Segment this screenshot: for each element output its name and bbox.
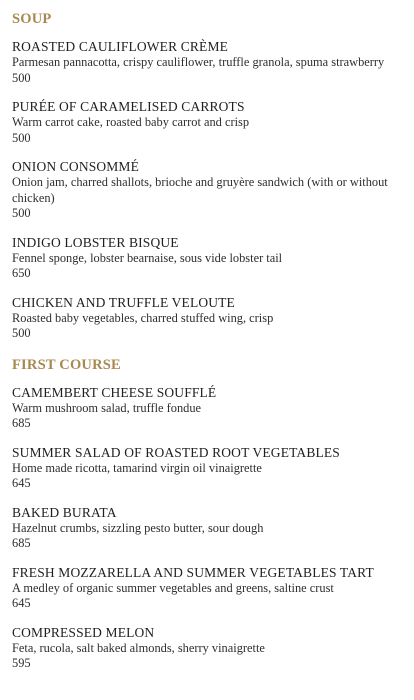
item-name: PURÉE OF CARAMELISED CARROTS — [12, 99, 245, 114]
item-name: BAKED BURATA — [12, 504, 117, 520]
menu-item — [12, 295, 408, 342]
item-name: COMPRESSED MELON — [12, 624, 155, 640]
item-price: 500 — [12, 326, 31, 340]
menu — [12, 10, 408, 685]
item-description: Roasted baby vegetables, charred stuffed wing, crisp — [12, 310, 274, 325]
item-description: Fennel sponge, lobster bearnaise, sous vide lobster tail — [12, 250, 283, 265]
item-price: 645 — [12, 596, 31, 610]
item-name: FRESH MOZZARELLA AND SUMMER VEGETABLES TART — [12, 564, 374, 580]
item-price: 500 — [12, 130, 31, 145]
item-name: CHICKEN AND TRUFFLE VELOUTE — [12, 294, 235, 310]
section-title: SOUP — [12, 11, 52, 27]
item-price: 685 — [12, 416, 31, 430]
item-price: 645 — [12, 476, 31, 490]
menu-item — [12, 159, 408, 222]
item-description: Home made ricotta, tamarind virgin oil vinaigrette — [12, 460, 262, 475]
menu-item — [12, 235, 408, 282]
item-description: Feta, rucola, salt baked almonds, sherry vinaigrette — [12, 640, 265, 655]
menu-item — [12, 565, 408, 612]
item-price: 685 — [12, 536, 31, 550]
item-description: Warm carrot cake, roasted baby carrot and crisp — [12, 115, 250, 129]
section-soup — [12, 10, 408, 342]
item-name: SUMMER SALAD OF ROASTED ROOT VEGETABLES — [12, 444, 340, 460]
item-price: 595 — [12, 656, 31, 670]
menu-item — [12, 625, 408, 672]
item-price: 500 — [12, 70, 31, 85]
item-price: 500 — [12, 206, 31, 220]
item-price: 650 — [12, 266, 31, 280]
item-description: Onion jam, charred shallots, brioche and gruyère sandwich (with or without chicken) — [12, 175, 388, 205]
section-first-course — [12, 356, 408, 672]
item-name: INDIGO LOBSTER BISQUE — [12, 234, 179, 250]
menu-item — [12, 39, 408, 86]
item-description: Parmesan pannacotta, crispy cauliflower, truffle granola, spuma strawberry — [12, 55, 385, 69]
item-name: ONION CONSOMMÉ — [12, 159, 139, 174]
menu-item — [12, 99, 408, 146]
item-description: Hazelnut crumbs, sizzling pesto butter, sour dough — [12, 520, 264, 535]
menu-item — [12, 385, 408, 432]
item-name: CAMEMBERT CHEESE SOUFFLÉ — [12, 384, 217, 400]
menu-item — [12, 445, 408, 492]
section-title: FIRST COURSE — [12, 356, 121, 373]
item-description: A medley of organic summer vegetables and greens, saltine crust — [12, 580, 334, 595]
menu-item — [12, 505, 408, 552]
item-description: Warm mushroom salad, truffle fondue — [12, 400, 202, 415]
item-name: ROASTED CAULIFLOWER CRÈME — [12, 39, 228, 54]
